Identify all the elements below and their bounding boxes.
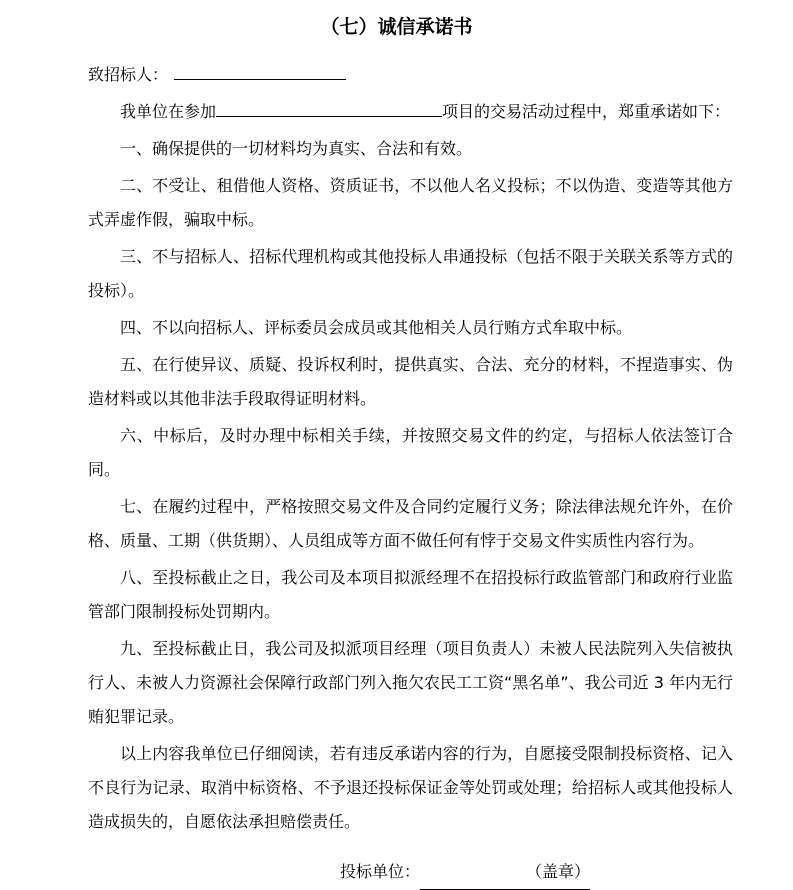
commitment-item-6: 六、中标后，及时办理中标相关手续，并按照交易文件的约定，与招标人依法签订合同。 (88, 426, 733, 479)
signature-line (88, 855, 733, 890)
intro-suffix: 项目的交易活动过程中，郑重承诺如下： (442, 102, 731, 121)
intro-line (88, 95, 733, 129)
addressee-blank-field[interactable] (174, 64, 346, 80)
commitment-item-9: 九、至投标截止日，我公司及拟派项目经理（项目负责人）未被人民法院列入失信被执行人、未被人力资源社会保障行政部门列入拖欠农民工工资“黑名单”、我公司近 3 年内无行贿犯罪记录。 (88, 639, 733, 726)
bidder-name-blank-field[interactable] (420, 855, 590, 890)
commitment-item-1: 一、确保提供的一切材料均为真实、合法和有效。 (120, 139, 473, 158)
project-name-blank-field[interactable] (216, 101, 442, 117)
document-title: （七）诚信承诺书 (320, 16, 473, 38)
commitment-item-7: 七、在履约过程中，严格按照交易文件及合同约定履行义务；除法律法规允许外，在价格、质量、工期（供货期）、人员组成等方面不做任何有悖于交易文件实质性内容行为。 (88, 497, 733, 550)
intro-prefix: 我单位在参加 (120, 102, 217, 121)
salutation-label: 致招标人： (88, 65, 169, 84)
commitment-item-3: 三、不与招标人、招标代理机构或其他投标人串通投标（包括不限于关联关系等方式的投标）。 (88, 247, 733, 300)
commitment-item-8: 八、至投标截止之日，我公司及本项目拟派经理不在招投标行政监管部门和政府行业监管部门限制投标处罚期内。 (88, 568, 733, 621)
signature-label: 投标单位： (340, 862, 421, 881)
salutation-line (88, 58, 733, 92)
commitment-item-4: 四、不以向招标人、评标委员会成员或其他相关人员行贿方式牟取中标。 (120, 318, 633, 337)
seal-label: （盖章） (526, 862, 591, 881)
commitment-item-5: 五、在行使异议、质疑、投诉权利时，提供真实、合法、充分的材料，不捏造事实、伪造材料或以其他非法手段取得证明材料。 (88, 355, 733, 408)
commitment-item-2: 二、不受让、租借他人资格、资质证书，不以他人名义投标；不以伪造、变造等其他方式弄虚作假，骗取中标。 (88, 176, 733, 229)
closing-paragraph: 以上内容我单位已仔细阅读，若有违反承诺内容的行为，自愿接受限制投标资格、记入不良行为记录、取消中标资格、不予退还投标保证金等处罚或处理；给招标人或其他投标人造成损失的，自愿依法承担赔偿责任。 (88, 744, 733, 831)
